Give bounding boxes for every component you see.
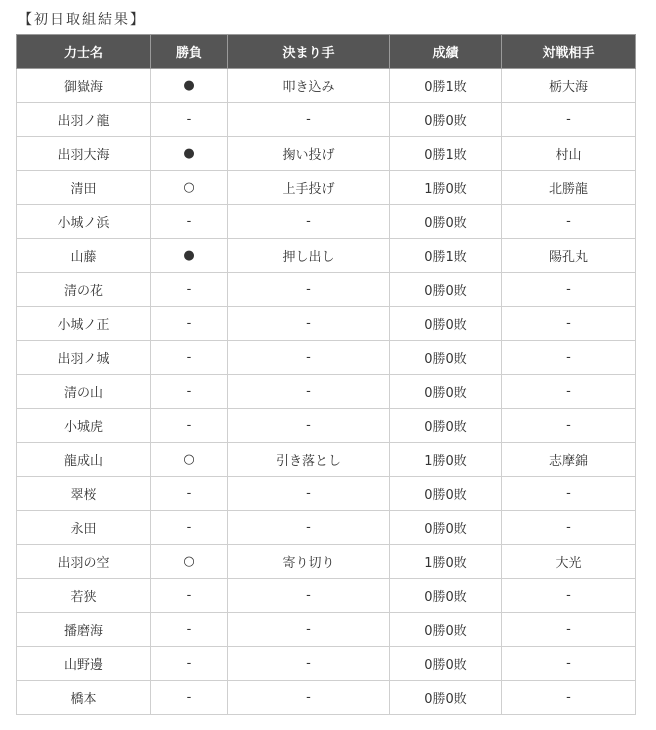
wrestler-name: 出羽ノ城 — [17, 341, 151, 375]
record: 1勝0敗 — [390, 443, 502, 477]
winning-technique: - — [228, 681, 390, 715]
bout-result: - — [151, 205, 228, 239]
table-row — [17, 239, 636, 273]
winning-technique: - — [228, 647, 390, 681]
wrestler-name: 小城虎 — [17, 409, 151, 443]
table-row — [17, 443, 636, 477]
table-row — [17, 545, 636, 579]
wrestler-name: 清の山 — [17, 375, 151, 409]
table-row — [17, 511, 636, 545]
record: 0勝0敗 — [390, 681, 502, 715]
opponent-name: - — [502, 341, 636, 375]
bout-result: - — [151, 579, 228, 613]
winning-technique: 叩き込み — [228, 69, 390, 103]
record: 0勝0敗 — [390, 375, 502, 409]
wrestler-name: 出羽ノ龍 — [17, 103, 151, 137]
wrestler-name: 小城ノ浜 — [17, 205, 151, 239]
bout-result: - — [151, 375, 228, 409]
bout-result: - — [151, 273, 228, 307]
winning-technique: - — [228, 613, 390, 647]
record: 1勝0敗 — [390, 545, 502, 579]
winning-technique: - — [228, 307, 390, 341]
opponent-name: - — [502, 103, 636, 137]
record: 0勝0敗 — [390, 511, 502, 545]
wrestler-name: 出羽の空 — [17, 545, 151, 579]
results-table — [16, 34, 636, 715]
winning-technique: 上手投げ — [228, 171, 390, 205]
wrestler-name: 山野邊 — [17, 647, 151, 681]
wrestler-name: 清田 — [17, 171, 151, 205]
table-row — [17, 69, 636, 103]
table-row — [17, 647, 636, 681]
winning-technique: - — [228, 477, 390, 511]
bout-result: - — [151, 511, 228, 545]
bout-result: ● — [151, 239, 228, 273]
bout-result: ○ — [151, 171, 228, 205]
wrestler-name: 橋本 — [17, 681, 151, 715]
opponent-name: 栃大海 — [502, 69, 636, 103]
record: 0勝1敗 — [390, 69, 502, 103]
table-row — [17, 341, 636, 375]
bout-result: - — [151, 409, 228, 443]
winning-technique: - — [228, 205, 390, 239]
winning-technique: - — [228, 273, 390, 307]
opponent-name: - — [502, 477, 636, 511]
bout-result: - — [151, 103, 228, 137]
table-row — [17, 273, 636, 307]
table-row — [17, 171, 636, 205]
opponent-name: - — [502, 579, 636, 613]
table-row — [17, 103, 636, 137]
opponent-name: 大光 — [502, 545, 636, 579]
opponent-name: - — [502, 681, 636, 715]
table-row — [17, 613, 636, 647]
opponent-name: 村山 — [502, 137, 636, 171]
bout-result: - — [151, 681, 228, 715]
record: 0勝0敗 — [390, 409, 502, 443]
header-row — [17, 35, 636, 69]
bout-result: - — [151, 647, 228, 681]
bout-result: ● — [151, 69, 228, 103]
bout-result: - — [151, 341, 228, 375]
opponent-name: 陽孔丸 — [502, 239, 636, 273]
record: 0勝1敗 — [390, 239, 502, 273]
record: 0勝1敗 — [390, 137, 502, 171]
opponent-name: - — [502, 613, 636, 647]
opponent-name: - — [502, 409, 636, 443]
bout-result: - — [151, 477, 228, 511]
wrestler-name: 翠桜 — [17, 477, 151, 511]
record: 0勝0敗 — [390, 307, 502, 341]
bout-result: ○ — [151, 443, 228, 477]
section-caption: 【初日取組結果】 — [18, 12, 146, 28]
wrestler-name: 出羽大海 — [17, 137, 151, 171]
record: 0勝0敗 — [390, 613, 502, 647]
wrestler-name: 小城ノ正 — [17, 307, 151, 341]
wrestler-name: 播磨海 — [17, 613, 151, 647]
winning-technique: - — [228, 409, 390, 443]
table-header — [17, 35, 636, 69]
winning-technique: - — [228, 579, 390, 613]
winning-technique: - — [228, 341, 390, 375]
wrestler-name: 龍成山 — [17, 443, 151, 477]
wrestler-name: 清の花 — [17, 273, 151, 307]
opponent-name: - — [502, 273, 636, 307]
winning-technique: - — [228, 103, 390, 137]
wrestler-name: 山藤 — [17, 239, 151, 273]
opponent-name: - — [502, 375, 636, 409]
table-row — [17, 409, 636, 443]
bout-result: - — [151, 613, 228, 647]
wrestler-name: 若狭 — [17, 579, 151, 613]
table-row — [17, 307, 636, 341]
header-opponent: 対戦相手 — [502, 35, 636, 69]
record: 0勝0敗 — [390, 477, 502, 511]
winning-technique: 押し出し — [228, 239, 390, 273]
opponent-name: - — [502, 307, 636, 341]
opponent-name: 北勝龍 — [502, 171, 636, 205]
record: 0勝0敗 — [390, 103, 502, 137]
opponent-name: 志摩錦 — [502, 443, 636, 477]
table-row — [17, 137, 636, 171]
table-row — [17, 681, 636, 715]
opponent-name: - — [502, 647, 636, 681]
winning-technique: 掬い投げ — [228, 137, 390, 171]
record: 0勝0敗 — [390, 341, 502, 375]
winning-technique: - — [228, 511, 390, 545]
record: 0勝0敗 — [390, 273, 502, 307]
record: 0勝0敗 — [390, 647, 502, 681]
table-row — [17, 477, 636, 511]
bout-result: - — [151, 307, 228, 341]
wrestler-name: 永田 — [17, 511, 151, 545]
opponent-name: - — [502, 205, 636, 239]
wrestler-name: 御嶽海 — [17, 69, 151, 103]
record: 0勝0敗 — [390, 579, 502, 613]
header-result: 勝負 — [151, 35, 228, 69]
table-row — [17, 375, 636, 409]
table-body — [17, 69, 636, 715]
bout-result: ○ — [151, 545, 228, 579]
header-record: 成績 — [390, 35, 502, 69]
winning-technique: - — [228, 375, 390, 409]
header-technique: 決まり手 — [228, 35, 390, 69]
bout-result: ● — [151, 137, 228, 171]
table-row — [17, 205, 636, 239]
winning-technique: 引き落とし — [228, 443, 390, 477]
table-row — [17, 579, 636, 613]
record: 1勝0敗 — [390, 171, 502, 205]
record: 0勝0敗 — [390, 205, 502, 239]
winning-technique: 寄り切り — [228, 545, 390, 579]
header-wrestler: 力士名 — [17, 35, 151, 69]
opponent-name: - — [502, 511, 636, 545]
